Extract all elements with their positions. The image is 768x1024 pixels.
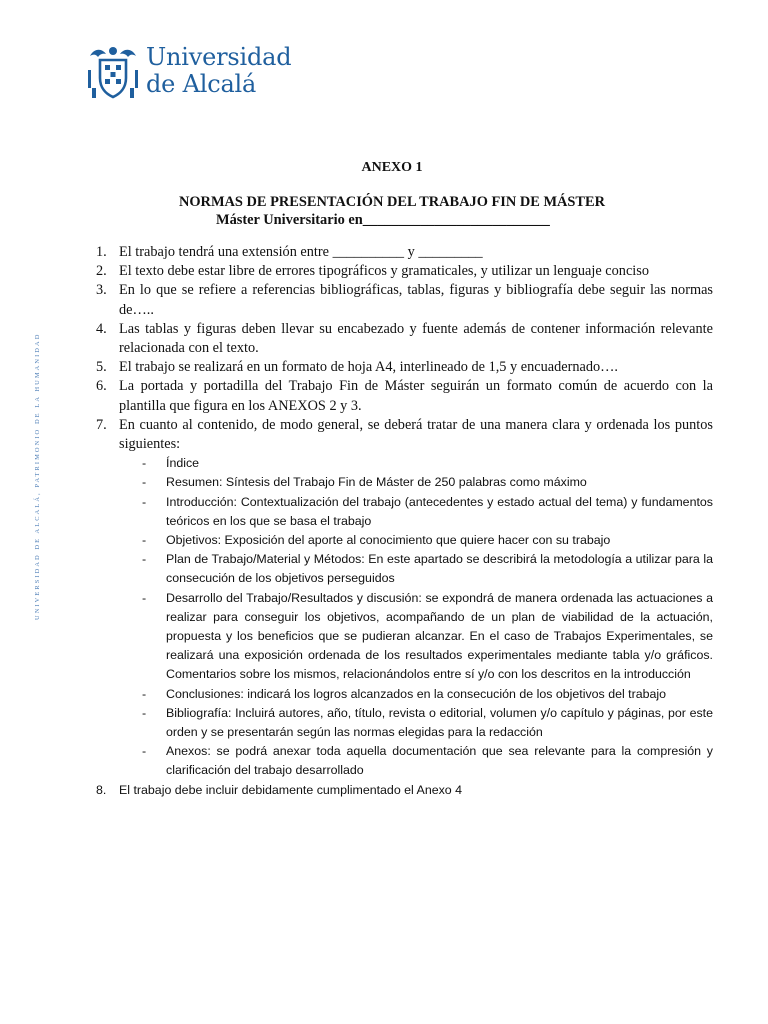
document-title: NORMAS DE PRESENTACIÓN DEL TRABAJO FIN DE MÁSTER (178, 194, 606, 210)
dash-bullet: - (142, 494, 147, 509)
sublist-item-text: Conclusiones: indicará los logros alcanzados en la consecución de los objetivos del trabajo (166, 686, 667, 701)
dash-bullet: - (142, 475, 147, 490)
dash-bullet: - (142, 686, 147, 701)
list-item (96, 377, 713, 415)
sublist-item-text: Plan de Trabajo/Material y Métodos: En este apartado se describirá la metodología a utilizar para la consecución de los objetivos perseguidos (166, 552, 713, 586)
item-number: 4. (96, 320, 107, 337)
list-item (96, 358, 713, 377)
university-name (146, 44, 291, 98)
list-item (96, 781, 713, 800)
item-text: El trabajo debe incluir debidamente cumplimentado el Anexo 4 (119, 782, 463, 797)
item-text: En cuanto al contenido, de modo general, se deberá tratar de una manera clara y ordenada los puntos siguientes: (119, 416, 713, 453)
side-caption: UNIVERSIDAD DE ALCALÁ, PATRIMONIO DE LA HUMANIDAD (34, 332, 41, 620)
sublist-item-text: Bibliografía: Incluirá autores, año, título, revista o editorial, volumen y/o capítulo y páginas, por este orden y se presentarán según las normas elegidas para la redacción (166, 705, 713, 740)
list-item (96, 281, 713, 319)
item-number: 6. (96, 378, 107, 395)
master-name-line: Máster Universitario en__________________________ (216, 212, 550, 228)
sublist-item-text: Introducción: Contextualización del trabajo (antecedentes y estado actual del tema) y fundamentos teóricos en los que se basa el trabajo (166, 494, 713, 528)
item-text: En lo que se refiere a referencias bibliográficas, tablas, figuras y bibliografía debe seguir las normas de….. (119, 282, 713, 318)
sublist-item (119, 473, 713, 492)
sublist-item (119, 493, 713, 531)
item-number: 5. (96, 359, 107, 376)
sublist-item (119, 550, 713, 588)
list-item (96, 320, 713, 358)
university-logo (86, 42, 292, 102)
list-item (96, 416, 713, 781)
item-number: 2. (96, 263, 107, 280)
sublist-item-text: Anexos: se podrá anexar toda aquella documentación que sea relevante para la compresión y clarificación del trabajo desarrollado (166, 744, 713, 778)
sublist-item (119, 454, 713, 473)
sublist-item-text: Resumen: Síntesis del Trabajo Fin de Máster de 250 palabras como máximo (166, 475, 587, 490)
item-text: El trabajo tendrá una extensión entre __________ y _________ (119, 244, 483, 260)
sublist-item (119, 742, 713, 780)
dash-bullet: - (142, 533, 147, 548)
sublist-item-text: Desarrollo del Trabajo/Resultados y discusión: se expondrá de manera ordenada las actuaciones a realizar para conseguir los objetivos, acompañando de un plan de viabilidad de la actuación, propuesta y los beneficios que se pudieran alcanzar. En el caso de Trabajos Experimentales, se realizará una exposición ordenada de los resultados experimentales mediante tabla y/o gráficos. Comentarios sobre los mismos, relacionándolos entre sí y/o con los descritos en la introducción (166, 590, 713, 682)
item-number: 3. (96, 282, 107, 299)
sublist-item (119, 589, 713, 685)
sublist-item (119, 531, 713, 550)
sublist-item-text: Índice (166, 456, 200, 471)
sublist-item (119, 685, 713, 704)
university-name-line2: de Alcalá (146, 70, 257, 98)
numbered-list (96, 243, 713, 800)
dash-bullet: - (142, 456, 147, 471)
list-item (96, 243, 713, 262)
annex-title: ANEXO 1 (361, 160, 423, 175)
dash-bullet: - (142, 744, 147, 759)
sublist-item (119, 704, 713, 742)
content-sublist (119, 454, 713, 780)
item-text: El texto debe estar libre de errores tipográficos y gramaticales, y utilizar un lenguaje conciso (119, 263, 649, 280)
university-crest-icon (86, 42, 140, 100)
item-number: 1. (96, 244, 107, 260)
dash-bullet: - (142, 590, 147, 605)
university-name-line1: Universidad (146, 43, 292, 71)
dash-bullet: - (142, 705, 147, 720)
dash-bullet: - (142, 552, 147, 567)
item-text: La portada y portadilla del Trabajo Fin de Máster seguirán un formato común de acuerdo con la plantilla que figura en los ANEXOS 2 y 3. (119, 378, 713, 414)
list-item (96, 262, 713, 281)
item-number: 7. (96, 416, 107, 433)
item-text: Las tablas y figuras deben llevar su encabezado y fuente además de contener información relevante relacionada con el texto. (119, 320, 713, 357)
item-number: 8. (96, 782, 107, 797)
sublist-item-text: Objetivos: Exposición del aporte al conocimiento que quiere hacer con su trabajo (166, 533, 611, 548)
item-text: El trabajo se realizará en un formato de hoja A4, interlineado de 1,5 y encuadernado…. (119, 359, 619, 376)
